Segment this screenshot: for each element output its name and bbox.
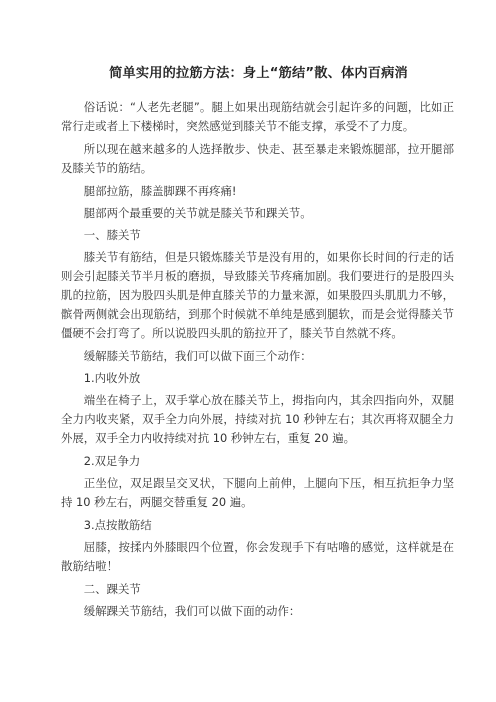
- subsection-heading: 3.点按散筋结: [83, 518, 152, 532]
- section-heading: 二、踝关节: [83, 582, 141, 596]
- article-title: 简单实用的拉筋方法：身上“筋结”散、体内百病消: [109, 66, 408, 81]
- section-heading: 一、膝关节: [83, 228, 141, 242]
- paragraph: 俗话说：“人老先老腿”。腿上如果出现筋结就会引起许多的问题，比如正常行走或者上下楼梯时，突然感觉到膝关节不能支撑，承受不了力度。: [61, 100, 454, 133]
- article-body: [61, 98, 454, 621]
- paragraph: 腿部拉筋，膝盖脚踝不再疼痛!: [83, 184, 237, 198]
- paragraph: 缓解膝关节筋结，我们可以做下面三个动作：: [83, 349, 312, 363]
- paragraph: 膝关节有筋结，但是只锻炼膝关节是没有用的，如果你长时间的行走的话则会引起膝关节半月板的磨损，导致膝关节疼痛加剧。我们要进行的是股四头肌的拉筋，因为股四头肌是伸直膝关节的力量来源，如果股四头肌肌力不够，髌骨两侧就会出现筋结，到那个时候就不单纯是感到腿软，而是会觉得膝关节僵硬不会打弯了。所以说股四头肌的筋拉开了，膝关节自然就不疼。: [61, 250, 454, 340]
- subsection-heading: 2.双足争力: [83, 454, 141, 468]
- paragraph: 正坐位，双足跟呈交叉状，下腿向上前伸，上腿向下压，相互抗拒争力坚持 10 秒左右，两腿交替重复 20 遍。: [61, 476, 454, 509]
- paragraph: 所以现在越来越多的人选择散步、快走、甚至暴走来锻炼腿部，拉开腿部及膝关节的筋结。: [61, 142, 454, 175]
- subsection-heading: 1.内收外放: [83, 371, 141, 385]
- paragraph: 屈膝，按揉内外膝眼四个位置，你会发现手下有咕噜的感觉，这样就是在散筋结啦！: [61, 540, 454, 573]
- paragraph: 腿部两个最重要的关节就是膝关节和踝关节。: [83, 206, 312, 220]
- paragraph: 缓解踝关节筋结，我们可以做下面的动作：: [83, 604, 301, 618]
- paragraph: 端坐在椅子上，双手掌心放在膝关节上，拇指向内，其余四指向外，双腿全力内收夹紧，双手全力向外展，持续对抗 10 秒钟左右；其次再将双腿全力外展，双手全力内收持续对抗 10 秒钟左右，重复 20 遍。: [61, 393, 454, 445]
